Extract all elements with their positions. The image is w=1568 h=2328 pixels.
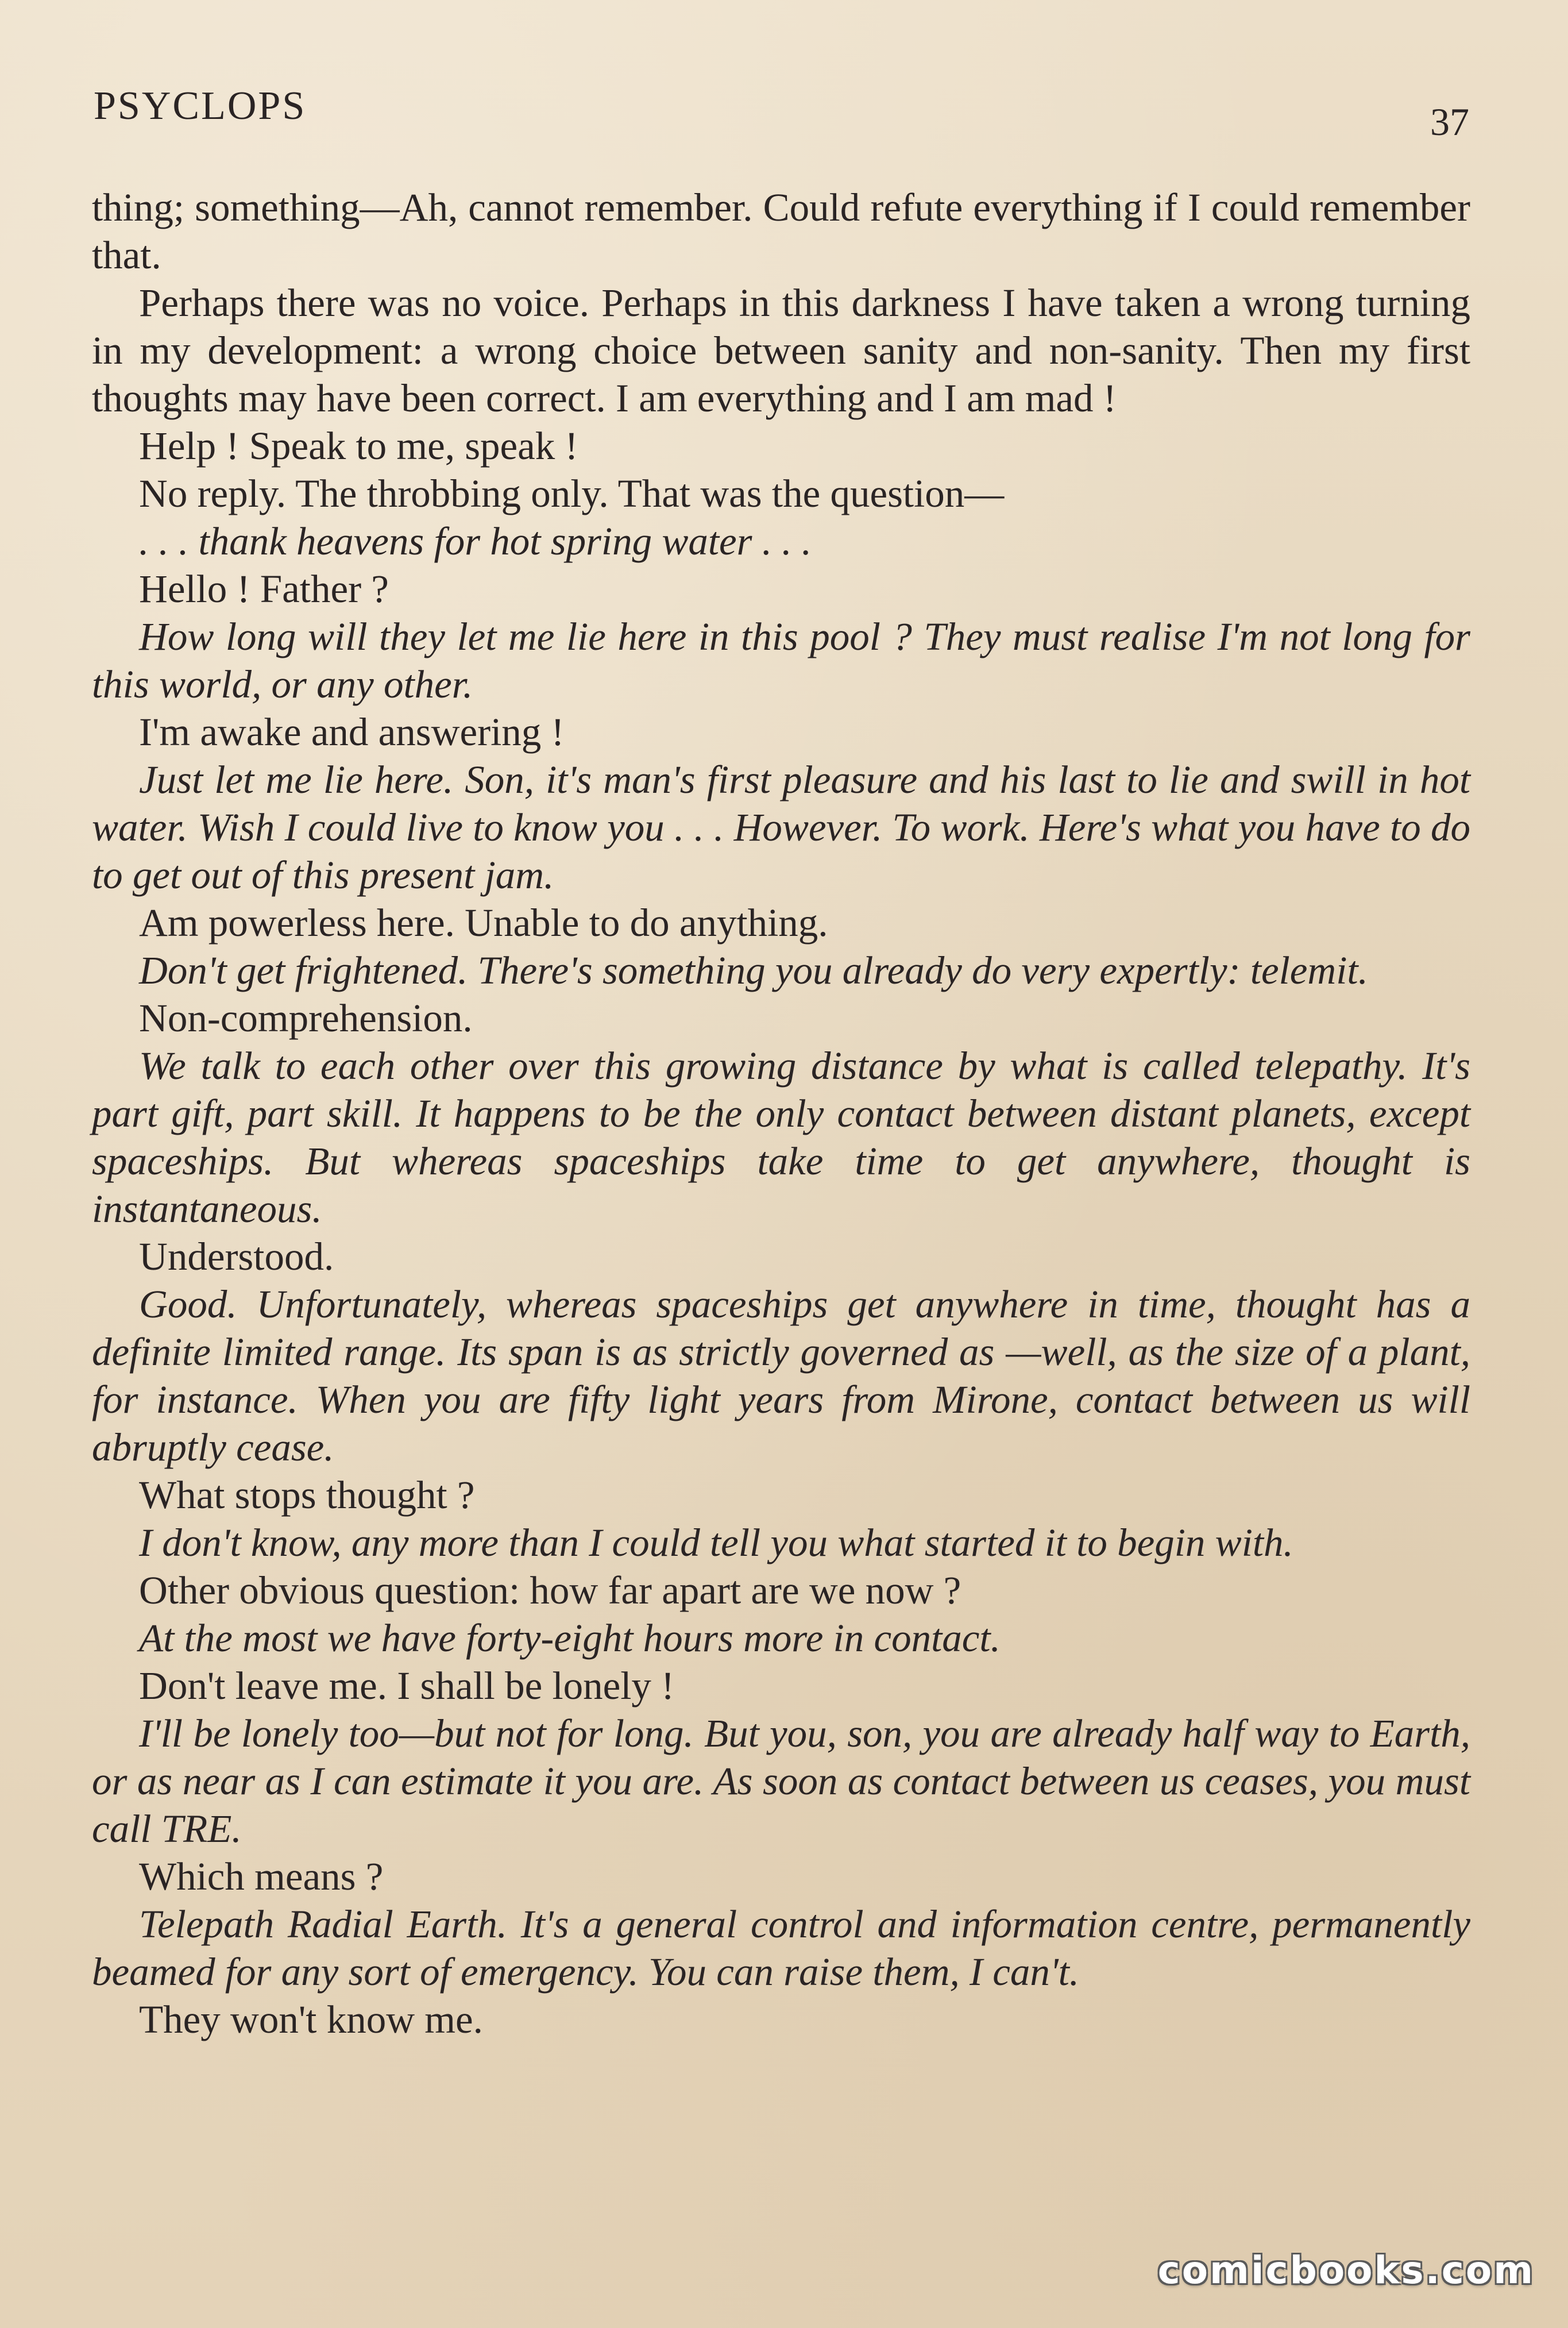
paragraph: No reply. The throbbing only. That was the question— <box>139 472 1005 515</box>
paragraph: Perhaps there was no voice. Perhaps in this darkness I have taken a wrong turning in my development: a wrong choice between sanity and non-sanity. Then my first thoughts may have been correct. I am everything and I am mad ! <box>92 281 1470 420</box>
paragraph: Don't get frightened. There's something you already do very expertly: telemit. <box>139 949 1368 992</box>
watermark: comicbooks.com <box>1157 2248 1535 2292</box>
page-number: 37 <box>1430 100 1469 144</box>
paragraph: We talk to each other over this growing distance by what is called telepathy. It's part gift, part skill. It happens to be the only contact between distant planets, except spaceships. But whereas spaceships take time to get anywhere, thought is instantaneous. <box>92 1044 1470 1231</box>
paragraph: Just let me lie here. Son, it's man's first pleasure and his last to lie and swill in hot water. Wish I could live to know you . . . However. To work. Here's what you have to do to get out of this present jam. <box>92 758 1470 897</box>
paragraph: Hello ! Father ? <box>139 567 389 611</box>
paragraph: Help ! Speak to me, speak ! <box>139 424 578 468</box>
paragraph: What stops thought ? <box>139 1473 475 1517</box>
paragraph: I don't know, any more than I could tell you what started it to begin with. <box>139 1521 1293 1564</box>
paragraph: How long will they let me lie here in this pool ? They must realise I'm not long for this world, or any other. <box>92 615 1470 706</box>
paragraph: thing; something—Ah, cannot remember. Could refute everything if I could remember that. <box>92 186 1470 277</box>
paragraph: Telepath Radial Earth. It's a general control and information centre, permanently beamed for any sort of emergency. You can raise them, I can't. <box>92 1902 1470 1994</box>
paragraph: Other obvious question: how far apart are we now ? <box>139 1568 961 1612</box>
paragraph: . . . thank heavens for hot spring water . . . <box>139 519 812 563</box>
paragraph: Good. Unfortunately, whereas spaceships get anywhere in time, thought has a definite limited range. Its span is as strictly governed as —well, as the size of a plant, for instance. When you are fifty light years from Mirone, contact between us will abruptly cease. <box>92 1282 1470 1469</box>
paragraph: Understood. <box>139 1235 334 1278</box>
paragraph: Non-comprehension. <box>139 996 473 1040</box>
paragraph: Which means ? <box>139 1855 384 1898</box>
body-text <box>92 184 1470 2044</box>
paragraph: Am powerless here. Unable to do anything. <box>139 901 828 945</box>
paragraph: They won't know me. <box>139 1998 483 2041</box>
paragraph: I'm awake and answering ! <box>139 710 565 754</box>
paragraph: I'll be lonely too—but not for long. But you, son, you are already half way to Earth, or as near as I can estimate it you are. As soon as contact between us ceases, you must call TRE. <box>92 1712 1470 1851</box>
paragraph: Don't leave me. I shall be lonely ! <box>139 1664 675 1708</box>
paragraph: At the most we have forty-eight hours more in contact. <box>139 1616 1001 1660</box>
running-head: PSYCLOPS <box>94 84 307 128</box>
